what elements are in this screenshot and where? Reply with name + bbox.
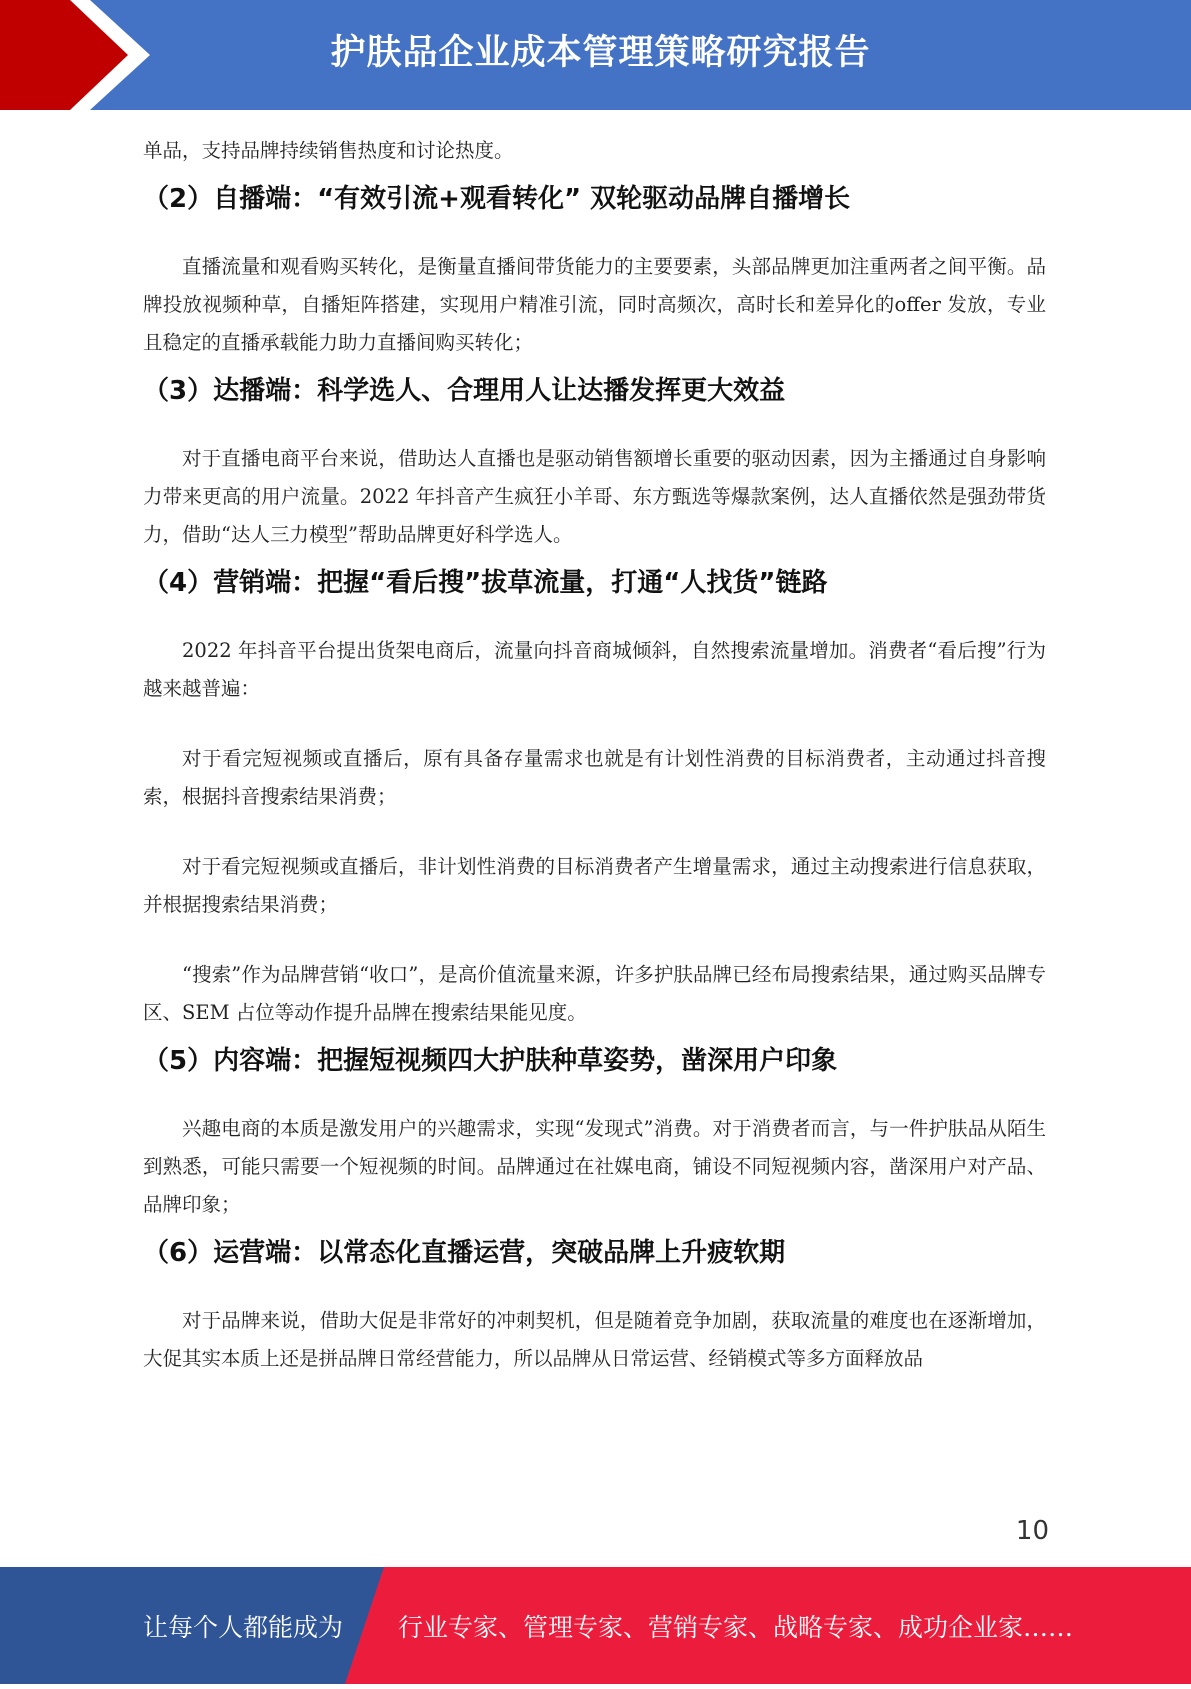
paragraph-search-unplanned: 对于看完短视频或直播后，非计划性消费的目标消费者产生增量需求，通过主动搜索进行信息获取，并根据搜索结果消费； [143, 855, 1046, 916]
page-header [0, 0, 1191, 110]
section-heading-5: （5）内容端：把握短视频四大护肤种草姿势，凿深用户印象 [143, 1046, 838, 1076]
section-heading-3: （3）达播端：科学选人、合理用人让达播发挥更大效益 [143, 376, 786, 406]
paragraph-livestream-self: 直播流量和观看购买转化，是衡量直播间带货能力的主要要素，头部品牌更加注重两者之间平衡。品牌投放视频种草，自播矩阵搭建，实现用户精准引流，同时高频次，高时长和差异化的offer 发放，专业且稳定的直播承载能力助力直播间购买转化； [143, 255, 1046, 354]
report-title: 护肤品企业成本管理策略研究报告 [330, 33, 871, 73]
page-footer [0, 1567, 1191, 1684]
section-heading-2: （2）自播端：“有效引流+观看转化” 双轮驱动品牌自播增长 [143, 184, 851, 214]
paragraph-search-intro: 2022 年抖音平台提出货架电商后，流量向抖音商城倾斜，自然搜索流量增加。消费者“看后搜”行为越来越普遍： [143, 639, 1046, 700]
document-body [143, 132, 1046, 1378]
footer-slogan-left: 让每个人都能成为 [143, 1613, 344, 1642]
section-heading-6: （6）运营端：以常态化直播运营，突破品牌上升疲软期 [143, 1238, 786, 1268]
paragraph-search-value: “搜索”作为品牌营销“收口”，是高价值流量来源，许多护肤品牌已经布局搜索结果，通过购买品牌专区、SEM 占位等动作提升品牌在搜索结果能见度。 [143, 963, 1046, 1024]
paragraph-content: 兴趣电商的本质是激发用户的兴趣需求，实现“发现式”消费。对于消费者而言，与一件护肤品从陌生到熟悉，可能只需要一个短视频的时间。品牌通过在社媒电商，铺设不同短视频内容，凿深用户对产品、品牌印象； [143, 1117, 1046, 1216]
paragraph-continued: 单品，支持品牌持续销售热度和讨论热度。 [143, 139, 514, 162]
footer-slogan-right: 行业专家、管理专家、营销专家、战略专家、成功企业家…… [398, 1613, 1074, 1642]
section-heading-4: （4）营销端：把握“看后搜”拔草流量，打通“人找货”链路 [143, 568, 828, 598]
page-number: 10 [1015, 1516, 1049, 1546]
paragraph-search-planned: 对于看完短视频或直播后，原有具备存量需求也就是有计划性消费的目标消费者，主动通过抖音搜索，根据抖音搜索结果消费； [143, 747, 1046, 808]
paragraph-operations: 对于品牌来说，借助大促是非常好的冲刺契机，但是随着竞争加剧，获取流量的难度也在逐渐增加，大促其实本质上还是拼品牌日常经营能力，所以品牌从日常运营、经销模式等多方面释放品 [143, 1309, 1046, 1370]
paragraph-influencer: 对于直播电商平台来说，借助达人直播也是驱动销售额增长重要的驱动因素，因为主播通过自身影响力带来更高的用户流量。2022 年抖音产生疯狂小羊哥、东方甄选等爆款案例，达人直播依然是强劲带货力，借助“达人三力模型”帮助品牌更好科学选人。 [143, 447, 1046, 546]
